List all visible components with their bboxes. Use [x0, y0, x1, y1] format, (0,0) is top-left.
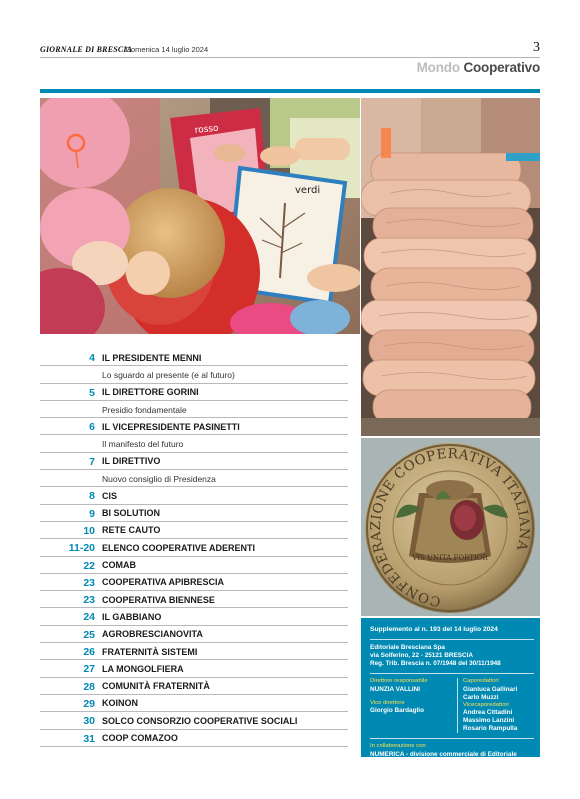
toc-page-number: 5 [89, 386, 95, 399]
toc-title: LA MONGOLFIERA [102, 663, 184, 674]
director-label: Direttore responsabile [370, 678, 428, 685]
vice-director-name: Giorgio Bardaglio [370, 707, 424, 715]
toc-page-number: 23 [83, 576, 95, 589]
toc-entry [40, 678, 348, 695]
book-word-right: verdi [295, 185, 321, 196]
toc-entry-subtitle-row [40, 435, 348, 452]
toc-title: COOP COMAZOO [102, 733, 178, 744]
toc-page-number: 4 [89, 352, 95, 364]
toc-entry-subtitle-row [40, 470, 348, 487]
toc-title: CIS [102, 490, 118, 501]
toc-title: AGROBRESCIANOVITA [102, 629, 203, 640]
toc-entry-subtitle-row [40, 401, 348, 418]
toc-entry [40, 384, 348, 401]
colophon-divider [370, 639, 534, 640]
toc-entry [40, 557, 348, 574]
toc-entry [40, 487, 348, 504]
publisher-name: Editoriale Bresciana Spa [370, 644, 445, 652]
photo-children-reading [40, 98, 360, 334]
toc-title: IL GABBIANO [102, 611, 162, 622]
collaboration-label: In collaborazione con [370, 743, 426, 750]
toc-title: IL DIRETTIVO [102, 456, 161, 467]
seal-ring-text: CONFEDERAZIONE COOPERATIVA ITALIANA [367, 445, 533, 610]
toc-entry [40, 539, 348, 556]
toc-entry [40, 695, 348, 712]
colophon-divider [370, 673, 534, 674]
toc-title: KOINON [102, 698, 138, 709]
toc-page-number: 28 [83, 680, 95, 693]
publisher-address: via Solferino, 22 - 25121 BRESCIA [370, 652, 473, 660]
section-title-dark: Cooperativo [463, 60, 540, 75]
deputy-chief-editor-name: Massimo Lanzini [463, 717, 515, 725]
toc-page-number: 11-20 [68, 542, 95, 555]
toc-entry [40, 712, 348, 729]
toc-page-number: 9 [89, 507, 95, 520]
staff-column-right [458, 678, 517, 733]
toc-page-number: 25 [83, 628, 95, 641]
chief-editor-name: Gianluca Gallinari [463, 685, 518, 693]
toc-entry [40, 643, 348, 660]
deputy-chief-editor-name: Andrea Cittadini [463, 709, 513, 717]
deputy-chief-editors-label: Vicecaporedattori [463, 701, 509, 708]
toc-entry [40, 453, 348, 470]
photo-cooperative-seal [361, 438, 540, 616]
toc-title: SOLCO CONSORZIO COOPERATIVE SOCIALI [102, 715, 298, 726]
collaboration-text: NUMERICA - divisione commerciale di Editoriale Bresciana S.p.A. [370, 750, 517, 766]
toc-title: RETE CAUTO [102, 525, 161, 536]
toc-title: COOPERATIVA APIBRESCIA [102, 577, 225, 588]
toc-title: FRATERNITÀ SISTEMI [102, 646, 198, 657]
toc-entry [40, 505, 348, 522]
page-header [40, 42, 540, 58]
toc-entry [40, 522, 348, 539]
toc-page-number: 8 [89, 490, 95, 503]
newspaper-name: GIORNALE DI BRESCIA [40, 45, 133, 54]
vice-director-label: Vice direttore [370, 699, 405, 706]
issue-date: · Domenica 14 luglio 2024 [121, 45, 209, 54]
staff-columns [370, 678, 534, 733]
accent-rule [40, 89, 540, 93]
toc-entry [40, 660, 348, 677]
toc-title: COMUNITÀ FRATERNITÀ [102, 681, 210, 692]
staff-column-left [370, 678, 458, 733]
toc-title: COOPERATIVA BIENNESE [102, 594, 215, 605]
toc-subtitle: Nuovo consiglio di Presidenza [102, 474, 216, 485]
toc-title: ELENCO COOPERATIVE ADERENTI [102, 542, 256, 553]
toc-page-number: 7 [89, 455, 95, 468]
toc-page-number: 27 [83, 663, 95, 676]
toc-page-number: 10 [83, 524, 95, 537]
toc-page-number: 26 [83, 646, 95, 659]
toc-entry [40, 418, 348, 435]
toc-entry [40, 349, 348, 366]
toc-entry [40, 730, 348, 747]
toc-page-number: 6 [89, 421, 95, 434]
supplement-line: Supplemento al n. 193 del 14 luglio 2024 [370, 626, 498, 633]
colophon-box [361, 618, 540, 766]
toc-subtitle: Il manifesto del futuro [102, 439, 184, 450]
toc-entry [40, 591, 348, 608]
toc-page-number: 24 [83, 611, 95, 624]
toc-entry [40, 626, 348, 643]
toc-entry [40, 574, 348, 591]
section-title [417, 60, 540, 75]
toc-entry [40, 608, 348, 625]
toc-entry-subtitle-row [40, 366, 348, 383]
toc-title: BI SOLUTION [102, 508, 160, 519]
page-number: 3 [533, 40, 540, 55]
director-name: NUNZIA VALLINI [370, 685, 421, 693]
toc-title: IL DIRETTORE GORINI [102, 387, 199, 398]
publisher-registration: Reg. Trib. Brescia n. 07/1948 del 30/11/1948 [370, 660, 501, 668]
chief-editors-label: Caporedattori [463, 678, 499, 685]
table-of-contents [40, 349, 348, 747]
seal-motto: VIS UNITA FORTIOR [412, 554, 488, 562]
toc-page-number: 22 [83, 559, 95, 572]
chief-editor-name: Carlo Muzzi [463, 693, 499, 701]
book-word-left: rosso [194, 123, 220, 136]
colophon-divider [370, 738, 534, 739]
publisher-info [370, 644, 534, 668]
section-title-light: Mondo [416, 60, 460, 75]
toc-subtitle: Presidio fondamentale [102, 404, 187, 415]
toc-title: IL VICEPRESIDENTE PASINETTI [102, 421, 240, 432]
toc-page-number: 30 [83, 715, 95, 728]
toc-page-number: 29 [83, 697, 95, 710]
deputy-chief-editor-name: Rosario Rampulla [463, 725, 518, 733]
toc-title: IL PRESIDENTE MENNI [102, 352, 202, 363]
toc-page-number: 23 [83, 594, 95, 607]
photo-stacked-hands [361, 98, 540, 436]
toc-title: COMAB [102, 560, 136, 571]
toc-subtitle: Lo sguardo al presente (e al futuro) [102, 370, 235, 381]
toc-page-number: 31 [83, 732, 95, 745]
